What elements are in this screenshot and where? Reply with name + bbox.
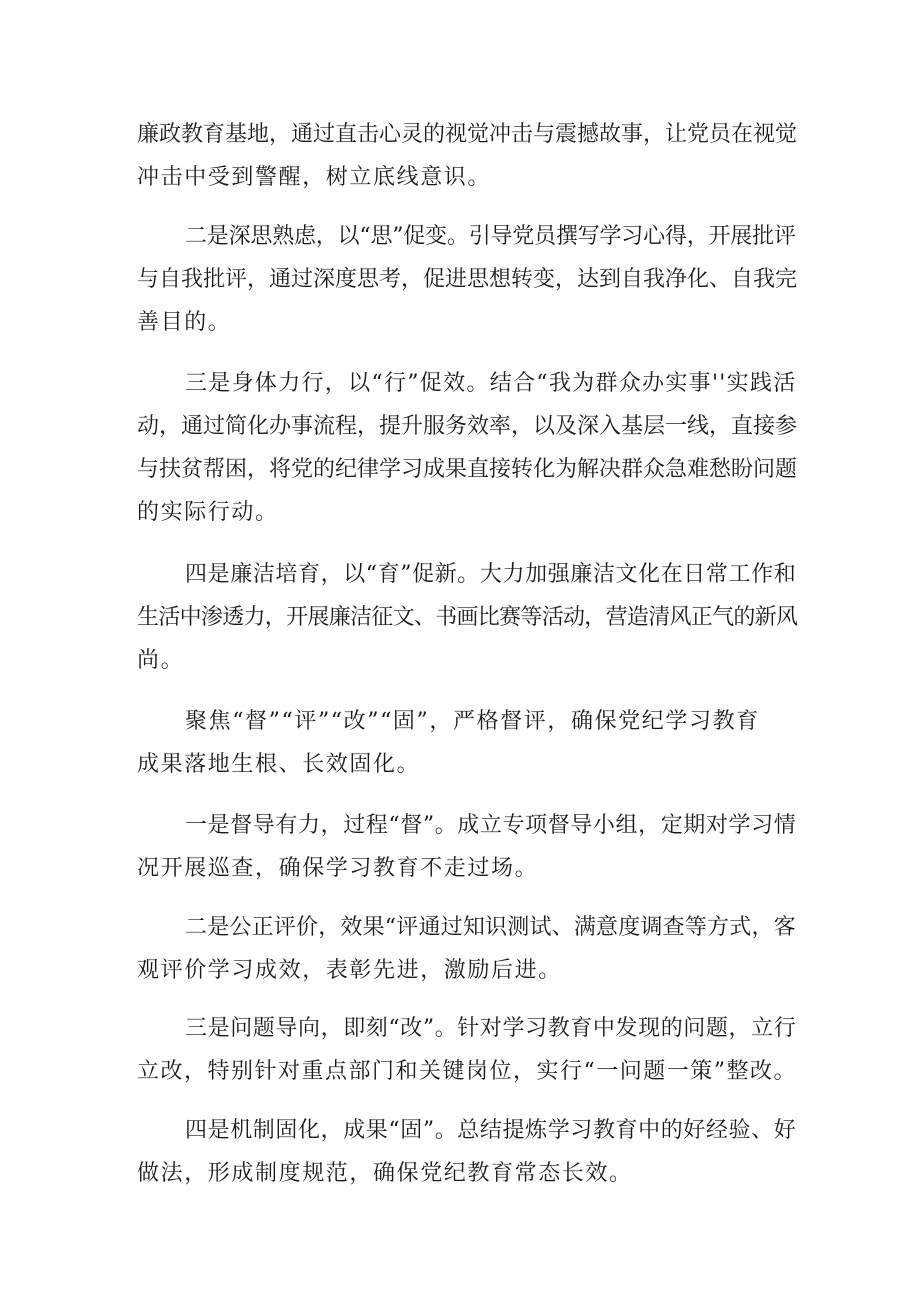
text-line: 动，通过简化办事流程，提升服务效率，以及深入基层一线，直接参 [137,414,798,439]
text-line: 成果落地生根、长效固化。 [137,752,421,777]
text-line: 观评价学习成效，表彰先进，激励后进。 [137,958,562,983]
paragraph-p2 [137,215,797,344]
text-line: 做法，形成制度规范，确保党纪教育常态长效。 [137,1161,633,1186]
text-line: 况开展巡查，确保学习教育不走过场。 [137,856,539,881]
text-line: 四是廉洁培育，以“育”促新。大力加强廉洁文化在日常工作和 [185,562,797,587]
paragraph-p1 [137,113,797,199]
text-line: 三是身体力行，以“行”促效。结合“我为群众办实事''实践活 [185,371,797,396]
text-line: 二是深思熟虑，以“思”促变。引导党员撰写学习心得，开展批评 [185,224,796,249]
text-line: 的实际行动。 [137,500,279,525]
text-line: 聚焦“督”“评”“改”“固”，严格督评，确保党纪学习教育 [185,709,760,734]
text-line: 立改，特别针对重点部门和关键岗位，实行“一问题一策”整改。 [137,1059,797,1084]
text-line: 三是问题导向，即刻“改”。针对学习教育中发现的问题，立行 [185,1016,797,1041]
paragraph-p8 [137,1007,797,1093]
paragraph-p5 [137,700,797,786]
text-line: 廉政教育基地，通过直击心灵的视觉冲击与震撼故事，让党员在视觉 [137,122,798,147]
paragraph-p6 [137,804,797,890]
text-line: 与自我批评，通过深度思考，促进思想转变，达到自我净化、自我完 [137,267,798,292]
text-line: 二是公正评价，效果“评通过知识测试、满意度调查等方式，客 [185,915,796,940]
paragraph-p4 [137,553,797,682]
text-line: 四是机制固化，成果“固”。总结提炼学习教育中的好经验、好 [185,1118,797,1143]
text-line: 生活中渗透力，开展廉洁征文、书画比赛等活动，营造清风正气的新风 [137,605,798,630]
text-line: 一是督导有力，过程“督”。成立专项督导小组，定期对学习情 [185,813,797,838]
paragraph-p7 [137,906,797,992]
text-line: 与扶贫帮困，将党的纪律学习成果直接转化为解决群众急难愁盼问题 [137,457,798,482]
text-line: 尚。 [137,648,185,673]
text-line: 冲击中受到警醒，树立底线意识。 [137,165,492,190]
paragraph-p3 [137,362,797,534]
paragraph-p9 [137,1109,797,1195]
text-line: 善目的。 [137,310,232,335]
